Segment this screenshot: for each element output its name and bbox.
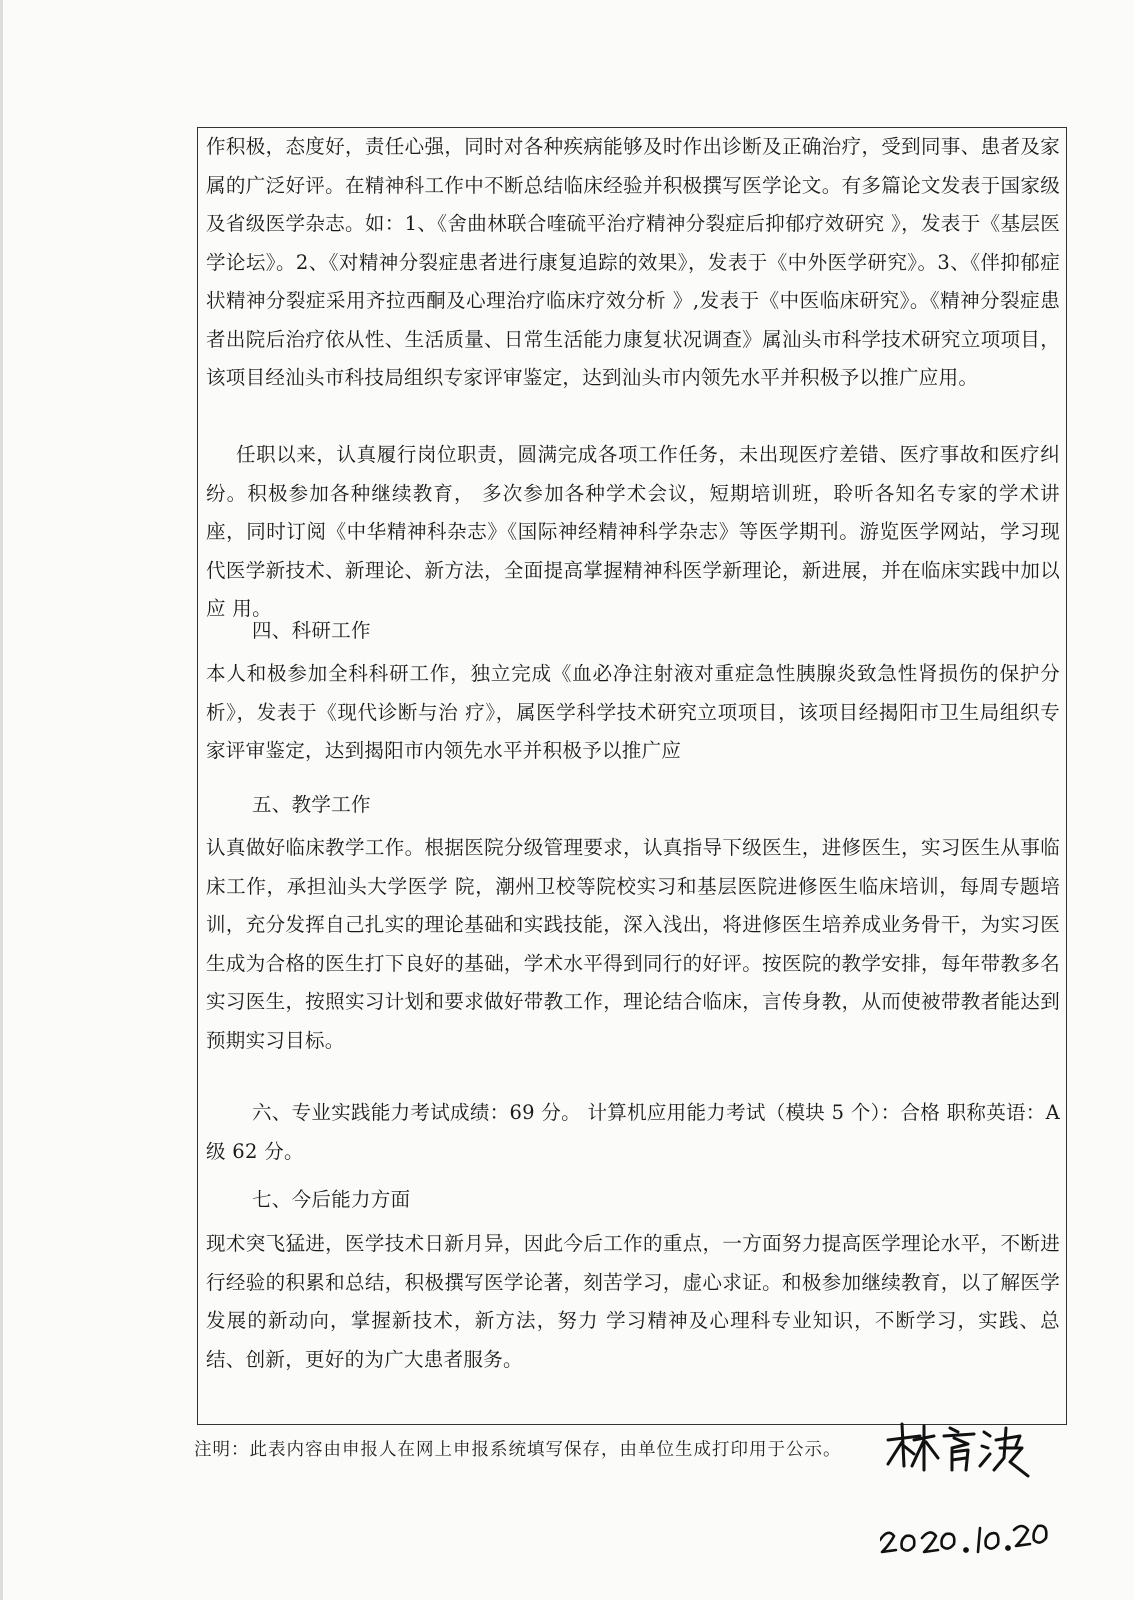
paragraph-future: 现术突飞猛进，医学技术日新月异，因此今后工作的重点，一方面努力提高医学理论水平，不断进行经验的积累和总结，积极撰写医学论著，刻苦学习，虚心求证。和极参加继续教育，以了解医学发展的新动向，掌握新技术，新方法，努力 学习精神及心理科专业知识，不断学习，实践、总结、创新，更好的为广大患者服务。 [206,1232,1060,1371]
heading-research: 四、科研工作 [252,619,371,642]
paragraph-exam-scores: 六、专业实践能力考试成绩：69 分。 计算机应用能力考试（模块 5 个）：合格 职称英语：A 级 62 分。 [206,1101,1060,1163]
footer-note: 注明：此表内容由申报人在网上申报系统填写保存，由单位生成打印用于公示。 [194,1440,842,1460]
paragraph-teaching: 认真做好临床教学工作。根据医院分级管理要求，认真指导下级医生，进修医生，实习医生从事临床工作，承担汕头大学医学 院，潮州卫校等院校实习和基层医院进修医生临床培训，每周专题培训，充分发挥自己扎实的理论基础和实践技能，深入浅出，将进修医生培养成业务骨干，为实习医生成为合格的医生打下良好的基础，学术水平得到同行的好评。按医院的教学安排，每年带教多名实习医生，按照实习计划和要求做好带教工作，理论结合临床，言传身教，从而使被带教者能达到预期实习目标。 [206,836,1060,1052]
paragraph-publications: 作积极，态度好，责任心强，同时对各种疾病能够及时作出诊断及正确治疗，受到同事、患者及家属的广泛好评。在精神科工作中不断总结临床经验并积极撰写医学论文。有多篇论文发表于国家级及省级医学杂志。如：1、《舍曲林联合喹硫平治疗精神分裂症后抑郁疗效研究 》，发表于《基层医学论坛》。2、《对精神分裂症患者进行康复追踪的效果》，发表于《中外医学研究》。3、《伴抑郁症状精神分裂症采用齐拉西酮及心理治疗临床疗效分析 》,发表于《中医临床研究》。《精神分裂症患者出院后治疗依从性、生活质量、日常生活能力康复状况调查》属汕头市科学技术研究立项项目，该项目经汕头市科技局组织专家评审鉴定，达到汕头市内领先水平并积极予以推广应用。 [206,135,1060,389]
heading-future: 七、今后能力方面 [252,1188,411,1211]
handwritten-signature [880,1418,1060,1568]
paragraph-research: 本人和极参加全科科研工作，独立完成《血必净注射液对重症急性胰腺炎致急性肾损伤的保护分析》，发表于《现代诊断与治 疗》，属医学科学技术研究立项项目，该项目经揭阳市卫生局组织专家评审鉴定，达到揭阳市内领先水平并积极予以推广应 [206,662,1060,762]
heading-teaching: 五、教学工作 [252,793,371,816]
paragraph-duties: 任职以来，认真履行岗位职责，圆满完成各项工作任务，未出现医疗差错、医疗事故和医疗纠纷。积极参加各种继续教育， 多次参加各种学术会议，短期培训班，聆听各知名专家的学术讲座，同时订阅《中华精神科杂志》《国际神经精神科学杂志》等医学期刊。游览医学网站，学习现代医学新技术、新理论、新方法，全面提高掌握精神科医学新理论，新进展，并在临床实践中加以应 用。 [206,443,1060,620]
scan-edge [0,0,3,1600]
